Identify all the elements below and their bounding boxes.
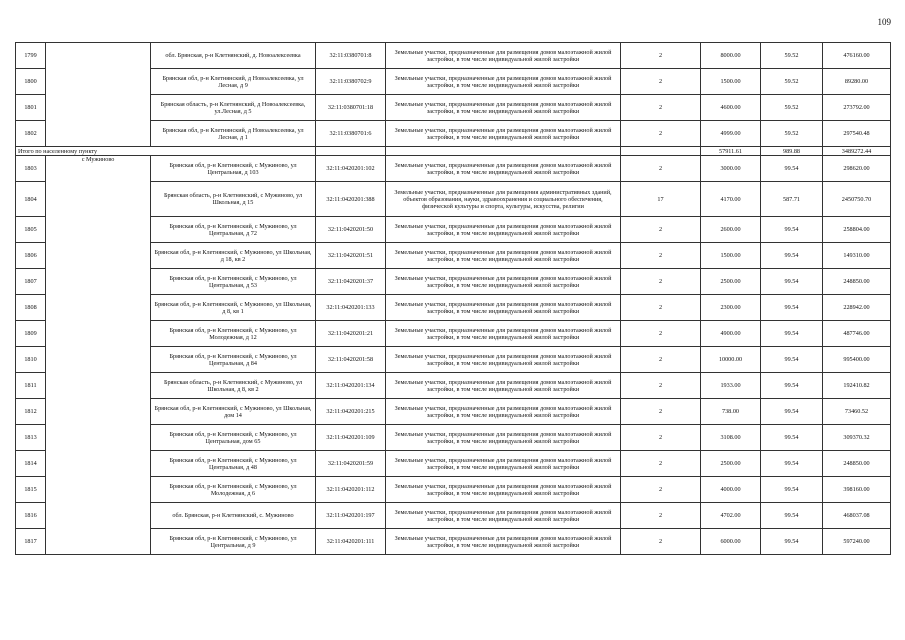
row-number: 1816 [16,503,46,529]
cadastral-number-cell: 32:11:0420201:197 [316,503,386,529]
group-cell: 2 [621,217,701,243]
table-row [16,43,891,69]
land-use-cell: Земельные участки, предназначенные для размещения домов малоэтажной жилой застройки, в том числе индивидуальной жилой застройки [386,43,621,69]
cadastral-value-cell: 487746.00 [823,321,891,347]
land-use-cell: Земельные участки, предназначенные для размещения домов малоэтажной жилой застройки, в том числе индивидуальной жилой застройки [386,217,621,243]
row-number: 1802 [16,121,46,147]
area-cell: 10000.00 [701,347,761,373]
land-use-cell: Земельные участки, предназначенные для размещения домов малоэтажной жилой застройки, в том числе индивидуальной жилой застройки [386,69,621,95]
group-cell: 2 [621,156,701,182]
land-use-cell: Земельные участки, предназначенные для размещения домов малоэтажной жилой застройки, в том числе индивидуальной жилой застройки [386,529,621,555]
row-number: 1812 [16,399,46,425]
locality-name: с Мужиново [46,156,151,555]
group-cell: 2 [621,425,701,451]
cadastral-number-cell: 32:11:0420201:58 [316,347,386,373]
area-cell: 2600.00 [701,217,761,243]
cadastral-value-cell: 192410.82 [823,373,891,399]
rate-cell: 99.54 [761,217,823,243]
area-cell: 6000.00 [701,529,761,555]
group-cell: 2 [621,477,701,503]
land-use-cell: Земельные участки, предназначенные для размещения домов малоэтажной жилой застройки, в том числе индивидуальной жилой застройки [386,399,621,425]
area-cell: 4170.00 [701,182,761,217]
row-number: 1805 [16,217,46,243]
cadastral-value-cell: 149310.00 [823,243,891,269]
row-number: 1813 [16,425,46,451]
group-cell: 2 [621,43,701,69]
rate-cell: 99.54 [761,529,823,555]
rate-cell: 99.54 [761,156,823,182]
address-cell: Брянская обл, р-н Клетнянский, д Новоалексеевка, ул Лесная, д 9 [151,69,316,95]
row-number: 1799 [16,43,46,69]
cadastral-value-cell: 228942.00 [823,295,891,321]
cadastral-value-cell: 2450750.70 [823,182,891,217]
rate-cell: 99.54 [761,451,823,477]
cadastral-number-cell: 32:11:0420201:133 [316,295,386,321]
area-cell: 4702.00 [701,503,761,529]
locality-cell [46,43,151,147]
cadastral-number-cell: 32:11:0380702:9 [316,69,386,95]
subtotal-row [16,147,891,156]
rate-cell: 59.52 [761,43,823,69]
cadastral-value-cell: 258804.00 [823,217,891,243]
row-number: 1806 [16,243,46,269]
area-cell: 4600.00 [701,95,761,121]
land-register-table [15,42,891,555]
cadastral-number-cell: 32:11:0420201:21 [316,321,386,347]
cadastral-number-cell: 32:11:0420201:111 [316,529,386,555]
address-cell: Брянская обл, р-н Клетнянский, с Мужиново, ул Молодежная, д 6 [151,477,316,503]
address-cell: Брянская обл, р-н Клетнянский, с Мужиново, ул Школьная, дом 14 [151,399,316,425]
cadastral-value-cell: 298620.00 [823,156,891,182]
group-cell: 2 [621,121,701,147]
area-cell: 8000.00 [701,43,761,69]
address-cell: Брянская обл, р-н Клетнянский, с Мужиново, ул Центральная, д 9 [151,529,316,555]
area-cell: 1500.00 [701,243,761,269]
address-cell: Брянская обл, р-н Клетнянский, с Мужиново, ул Центральная, д 72 [151,217,316,243]
cadastral-value-cell: 309370.32 [823,425,891,451]
address-cell: Брянская обл, р-н Клетнянский, с Мужиново, ул Центральная, дом 65 [151,425,316,451]
rate-cell: 99.54 [761,347,823,373]
cadastral-number-cell: 32:11:0380701:18 [316,95,386,121]
subtotal-rate: 989.88 [761,147,823,156]
area-cell: 1500.00 [701,69,761,95]
address-cell: Брянская обл, р-н Клетнянский, с Мужиново, ул Школьная, д 18, кв 2 [151,243,316,269]
row-number: 1800 [16,69,46,95]
rate-cell: 99.54 [761,373,823,399]
area-cell: 4000.00 [701,477,761,503]
cadastral-value-cell: 468037.08 [823,503,891,529]
group-cell: 2 [621,321,701,347]
area-cell: 3000.00 [701,156,761,182]
address-cell: Брянская обл, р-н Клетнянский, д Новоалексеевка, ул Лесная, д 1 [151,121,316,147]
land-use-cell: Земельные участки, предназначенные для размещения домов малоэтажной жилой застройки, в том числе индивидуальной жилой застройки [386,425,621,451]
area-cell: 4900.00 [701,321,761,347]
cadastral-number-cell: 32:11:0420201:134 [316,373,386,399]
group-cell: 17 [621,182,701,217]
row-number: 1817 [16,529,46,555]
area-cell: 2500.00 [701,269,761,295]
rate-cell: 99.54 [761,243,823,269]
area-cell: 3108.00 [701,425,761,451]
cadastral-value-cell: 273792.00 [823,95,891,121]
row-number: 1803 [16,156,46,182]
address-cell: Брянская обл, р-н Клетнянский, с Мужиново, ул Центральная, д 103 [151,156,316,182]
rate-cell: 99.54 [761,295,823,321]
group-cell: 2 [621,69,701,95]
address-cell: Брянская область, р-н Клетнянский, с Мужиново, ул Школьная, д 15 [151,182,316,217]
subtotal-label: Итого по населенному пункту [16,147,316,156]
land-use-cell: Земельные участки, предназначенные для размещения домов малоэтажной жилой застройки, в том числе индивидуальной жилой застройки [386,477,621,503]
cadastral-value-cell: 297540.48 [823,121,891,147]
group-cell: 2 [621,399,701,425]
area-cell: 2300.00 [701,295,761,321]
address-cell: Брянская обл, р-н Клетнянский, с Мужиново, ул Центральная, д 53 [151,269,316,295]
land-use-cell: Земельные участки, предназначенные для размещения домов малоэтажной жилой застройки, в том числе индивидуальной жилой застройки [386,95,621,121]
group-cell: 2 [621,373,701,399]
row-number: 1804 [16,182,46,217]
row-number: 1810 [16,347,46,373]
group-cell: 2 [621,503,701,529]
cadastral-value-cell: 597240.00 [823,529,891,555]
land-use-cell: Земельные участки, предназначенные для размещения домов малоэтажной жилой застройки, в том числе индивидуальной жилой застройки [386,156,621,182]
cadastral-number-cell: 32:11:0420201:37 [316,269,386,295]
group-cell: 2 [621,451,701,477]
rate-cell: 99.54 [761,477,823,503]
land-use-cell: Земельные участки, предназначенные для размещения домов малоэтажной жилой застройки, в том числе индивидуальной жилой застройки [386,503,621,529]
address-cell: Брянская область, р-н Клетнянский, с Мужиново, ул Школьная, д 8, кв 2 [151,373,316,399]
cadastral-number-cell: 32:11:0380701:6 [316,121,386,147]
group-cell: 2 [621,529,701,555]
cadastral-number-cell: 32:11:0420201:50 [316,217,386,243]
group-cell: 2 [621,269,701,295]
row-number: 1814 [16,451,46,477]
address-cell: обл. Брянская, р-н Клетнянский, с. Мужиново [151,503,316,529]
land-use-cell: Земельные участки, предназначенные для размещения домов малоэтажной жилой застройки, в том числе индивидуальной жилой застройки [386,269,621,295]
table-row [16,156,891,182]
address-cell: Брянская обл, р-н Клетнянский, с Мужиново, ул Школьная, д 8, кв 1 [151,295,316,321]
land-use-cell: Земельные участки, предназначенные для размещения домов малоэтажной жилой застройки, в том числе индивидуальной жилой застройки [386,295,621,321]
rate-cell: 59.52 [761,121,823,147]
row-number: 1808 [16,295,46,321]
address-cell: Брянская обл, р-н Клетнянский, с Мужиново, ул Центральная, д 84 [151,347,316,373]
rate-cell: 587.71 [761,182,823,217]
land-use-cell: Земельные участки, предназначенные для размещения домов малоэтажной жилой застройки, в том числе индивидуальной жилой застройки [386,243,621,269]
cadastral-number-cell: 32:11:0420201:51 [316,243,386,269]
row-number: 1811 [16,373,46,399]
cadastral-value-cell: 73460.52 [823,399,891,425]
subtotal-area: 57911.61 [701,147,761,156]
cadastral-value-cell: 476160.00 [823,43,891,69]
area-cell: 2500.00 [701,451,761,477]
group-cell: 2 [621,243,701,269]
rate-cell: 99.54 [761,399,823,425]
group-cell: 2 [621,95,701,121]
cadastral-number-cell: 32:11:0420201:112 [316,477,386,503]
row-number: 1809 [16,321,46,347]
rate-cell: 99.54 [761,503,823,529]
cadastral-value-cell: 248850.00 [823,451,891,477]
row-number: 1801 [16,95,46,121]
group-cell: 2 [621,347,701,373]
rate-cell: 59.52 [761,95,823,121]
group-cell: 2 [621,295,701,321]
cadastral-value-cell: 248850.00 [823,269,891,295]
cadastral-number-cell: 32:11:0420201:102 [316,156,386,182]
land-use-cell: Земельные участки, предназначенные для размещения домов малоэтажной жилой застройки, в том числе индивидуальной жилой застройки [386,121,621,147]
address-cell: Брянская обл, р-н Клетнянский, с Мужиново, ул Молодежная, д 12 [151,321,316,347]
land-use-cell: Земельные участки, предназначенные для размещения административных зданий, объектов образования, науки, здравоохранения и социального обеспечения, физической культуры и спорта, культуры, искусства, религии [386,182,621,217]
area-cell: 1933.00 [701,373,761,399]
cadastral-value-cell: 398160.00 [823,477,891,503]
cadastral-number-cell: 32:11:0420201:215 [316,399,386,425]
rate-cell: 99.54 [761,425,823,451]
cadastral-number-cell: 32:11:0420201:59 [316,451,386,477]
cadastral-number-cell: 32:11:0380701:8 [316,43,386,69]
rate-cell: 99.54 [761,269,823,295]
row-number: 1815 [16,477,46,503]
page-number: 109 [877,17,891,27]
area-cell: 4999.00 [701,121,761,147]
rate-cell: 59.52 [761,69,823,95]
land-use-cell: Земельные участки, предназначенные для размещения домов малоэтажной жилой застройки, в том числе индивидуальной жилой застройки [386,347,621,373]
subtotal-value: 3489272.44 [823,147,891,156]
land-use-cell: Земельные участки, предназначенные для размещения домов малоэтажной жилой застройки, в том числе индивидуальной жилой застройки [386,451,621,477]
cadastral-value-cell: 995400.00 [823,347,891,373]
cadastral-number-cell: 32:11:0420201:388 [316,182,386,217]
address-cell: Брянская обл, р-н Клетнянский, с Мужиново, ул Центральная, д 48 [151,451,316,477]
cadastral-number-cell: 32:11:0420201:109 [316,425,386,451]
rate-cell: 99.54 [761,321,823,347]
address-cell: Брянская область, р-н Клетнянский, д Новоалексеевка, ул.Лесная, д 5 [151,95,316,121]
row-number: 1807 [16,269,46,295]
area-cell: 738.00 [701,399,761,425]
land-use-cell: Земельные участки, предназначенные для размещения домов малоэтажной жилой застройки, в том числе индивидуальной жилой застройки [386,321,621,347]
cadastral-value-cell: 89280.00 [823,69,891,95]
address-cell: обл. Брянская, р-н Клетнянский, д. Новоалексеевка [151,43,316,69]
land-use-cell: Земельные участки, предназначенные для размещения домов малоэтажной жилой застройки, в том числе индивидуальной жилой застройки [386,373,621,399]
